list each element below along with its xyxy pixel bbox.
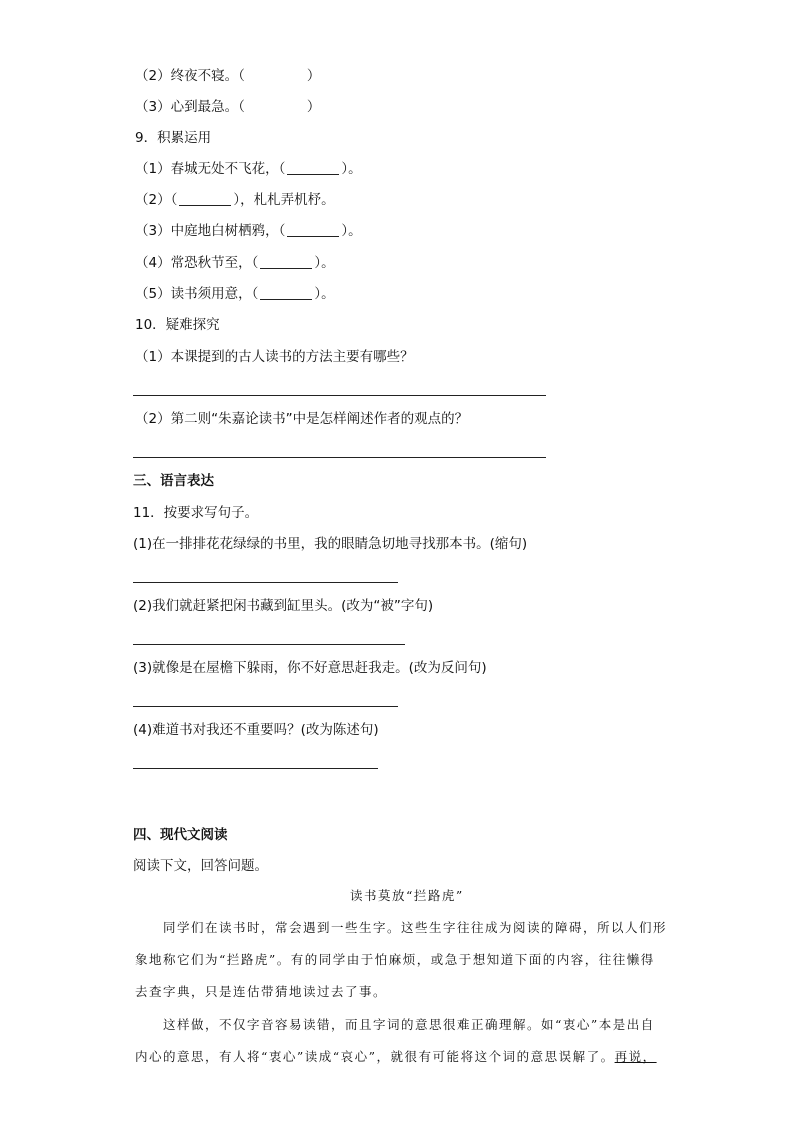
q8-item-3-close: ） [306, 99, 321, 115]
q9-item-4-text: （4）常恐秋节至，（ [135, 255, 259, 271]
answer-line[interactable] [133, 706, 398, 707]
q9-item-5 [135, 284, 335, 304]
passage-line-5 [135, 1047, 657, 1067]
q8-item-2-close: ） [306, 68, 321, 84]
q9-item-3-end: ）。 [341, 223, 362, 239]
q9-item-5-end: ）。 [314, 286, 335, 302]
q9-item-4-end: ）。 [314, 255, 335, 271]
q8-item-3-text: （3）心到最急。（ [135, 99, 245, 115]
q9-item-2 [135, 190, 335, 210]
reading-instruction: 阅读下文，回答问题。 [133, 858, 268, 874]
fill-blank[interactable] [260, 285, 312, 300]
q9-item-3-text: （3）中庭地白树栖鸦，（ [135, 223, 286, 239]
passage-line-5-text: 内心的意思，有人将“衷心”读成“哀心”，就很有可能将这个词的意思误解了。 [135, 1049, 615, 1064]
answer-line[interactable] [133, 768, 378, 769]
q9-item-4 [135, 253, 335, 273]
answer-line[interactable] [133, 395, 546, 396]
q9-item-2-text: （2）（ [135, 192, 178, 208]
fill-blank[interactable] [287, 222, 339, 237]
q8-item-2-text: （2）终夜不寝。（ [135, 68, 245, 84]
q9-title: 9．积累运用 [135, 130, 212, 146]
passage-title: 读书莫放“拦路虎” [350, 888, 464, 903]
q10-title: 10．疑难探究 [135, 317, 220, 333]
passage-line-4: 这样做，不仅字音容易读错，而且字词的意思很难正确理解。如“衷心”本是出自 [163, 1017, 655, 1032]
section-4-heading: 四、现代文阅读 [133, 827, 228, 843]
answer-line[interactable] [133, 457, 546, 458]
q10-item-1: （1）本课提到的古人读书的方法主要有哪些？ [135, 349, 414, 365]
q11-title: 11．按要求写句子。 [133, 505, 259, 521]
q9-item-1 [135, 159, 362, 179]
answer-line[interactable] [133, 644, 405, 645]
q9-item-5-text: （5）读书须用意，（ [135, 286, 259, 302]
q8-item-3 [135, 97, 320, 117]
q9-item-2-end: ），札札弄机杼。 [233, 192, 335, 208]
q11-item-4: (4)难道书对我还不重要吗？(改为陈述句) [133, 722, 379, 738]
q8-item-2 [135, 66, 320, 86]
q11-item-3: (3)就像是在屋檐下躲雨，你不好意思赶我走。(改为反问句) [133, 660, 487, 676]
q10-item-2: （2）第二则“朱嘉论读书”中是怎样阐述作者的观点的？ [135, 411, 469, 427]
section-3-heading: 三、语言表达 [133, 473, 214, 489]
passage-line-3: 去查字典，只是连估带猜地读过去了事。 [135, 984, 388, 999]
q9-item-1-end: ）。 [341, 161, 362, 177]
q11-item-2: (2)我们就赶紧把闲书藏到缸里头。(改为“被”字句) [133, 598, 434, 614]
q11-item-1: (1)在一排排花花绿绿的书里，我的眼睛急切地寻找那本书。(缩句) [133, 536, 528, 552]
fill-blank[interactable] [179, 191, 231, 206]
q9-item-1-text: （1）春城无处不飞花，（ [135, 161, 286, 177]
fill-blank[interactable] [287, 160, 339, 175]
fill-blank[interactable] [260, 254, 312, 269]
passage-line-2: 象地称它们为“拦路虎”。有的同学由于怕麻烦，或急于想知道下面的内容，往往懒得 [135, 952, 655, 967]
passage-underlined-text: 再说， [614, 1049, 657, 1064]
passage-line-1: 同学们在读书时，常会遇到一些生字。这些生字往往成为阅读的障碍，所以人们形 [163, 920, 668, 935]
q9-item-3 [135, 221, 362, 241]
answer-line[interactable] [133, 582, 398, 583]
